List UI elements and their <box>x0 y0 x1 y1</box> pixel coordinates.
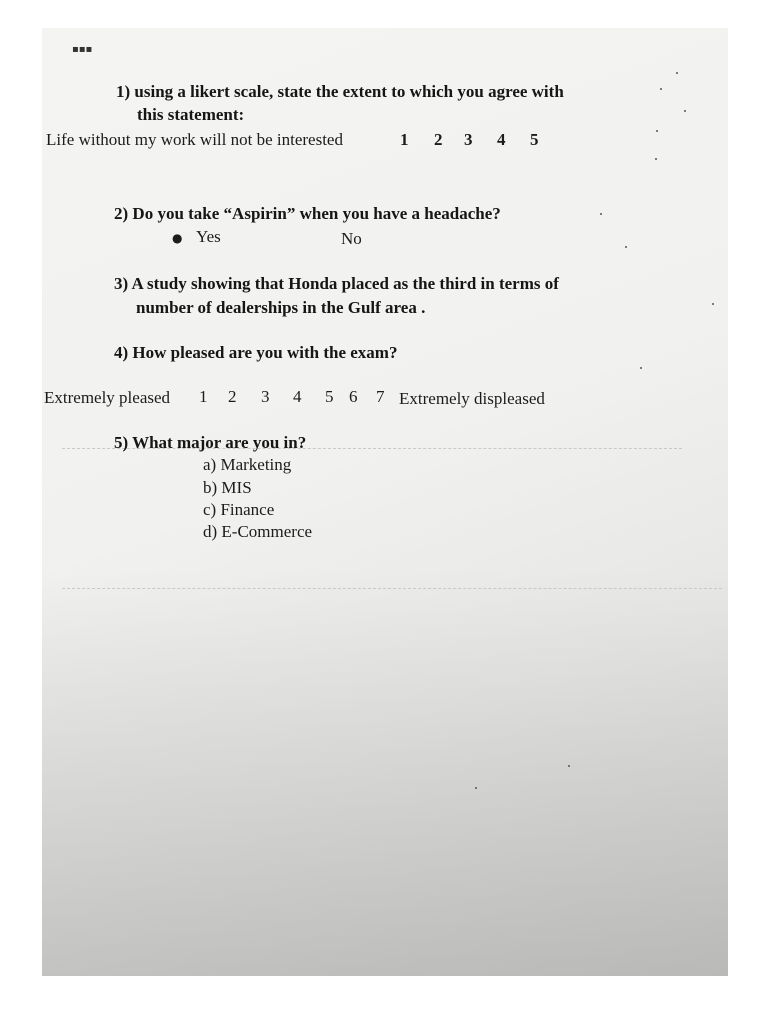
q4-title: 4) How pleased are you with the exam? <box>114 343 398 362</box>
q1-scale-4[interactable]: 4 <box>497 130 506 149</box>
q4-scale-7[interactable]: 7 <box>376 387 385 406</box>
q2-option-no[interactable]: No <box>341 229 362 248</box>
q3-line2: number of dealerships in the Gulf area . <box>136 298 426 317</box>
speck <box>712 303 714 305</box>
paper-shadow <box>42 568 728 976</box>
q4-left-label: Extremely pleased <box>44 388 171 407</box>
speck <box>568 765 570 767</box>
q5-option-b[interactable]: b) MIS <box>203 478 252 497</box>
speck <box>640 367 642 369</box>
speck <box>625 246 627 248</box>
speck <box>684 110 686 112</box>
q1-statement: Life without my work will not be interested <box>46 130 343 149</box>
speck <box>655 158 657 160</box>
q4-scale-6[interactable]: 6 <box>349 387 358 406</box>
bullet-icon: ● <box>172 231 183 245</box>
bleed-through-line <box>62 588 722 589</box>
speck <box>676 72 678 74</box>
q4-scale-5[interactable]: 5 <box>325 387 334 406</box>
q5-option-c[interactable]: c) Finance <box>203 500 275 519</box>
q4-scale-2[interactable]: 2 <box>228 387 237 406</box>
speck <box>600 213 602 215</box>
q2-title: 2) Do you take “Aspirin” when you have a headache? <box>114 204 501 223</box>
q4-scale-1[interactable]: 1 <box>199 387 208 406</box>
q1-scale-2[interactable]: 2 <box>434 130 443 149</box>
q5-option-a[interactable]: a) Marketing <box>203 455 292 474</box>
q2-option-yes[interactable]: Yes <box>196 227 221 246</box>
q1-title-line1: 1) using a likert scale, state the extent to which you agree with <box>116 82 564 101</box>
corner-marks: ▪▪▪ <box>72 44 93 55</box>
q1-scale-3[interactable]: 3 <box>464 130 473 149</box>
q5-option-d[interactable]: d) E-Commerce <box>203 522 313 541</box>
q1-scale-5[interactable]: 5 <box>530 130 539 149</box>
speck <box>475 787 477 789</box>
q3-line1: 3) A study showing that Honda placed as the third in terms of <box>114 274 559 293</box>
q4-scale-3[interactable]: 3 <box>261 387 270 406</box>
q4-scale-4[interactable]: 4 <box>293 387 302 406</box>
speck <box>656 130 658 132</box>
paper-sheet <box>42 28 728 976</box>
q1-scale-1[interactable]: 1 <box>400 130 409 149</box>
q5-title: 5) What major are you in? <box>114 433 307 452</box>
q1-title-line2: this statement: <box>137 105 245 124</box>
speck <box>660 88 662 90</box>
q4-right-label: Extremely displeased <box>399 389 545 408</box>
